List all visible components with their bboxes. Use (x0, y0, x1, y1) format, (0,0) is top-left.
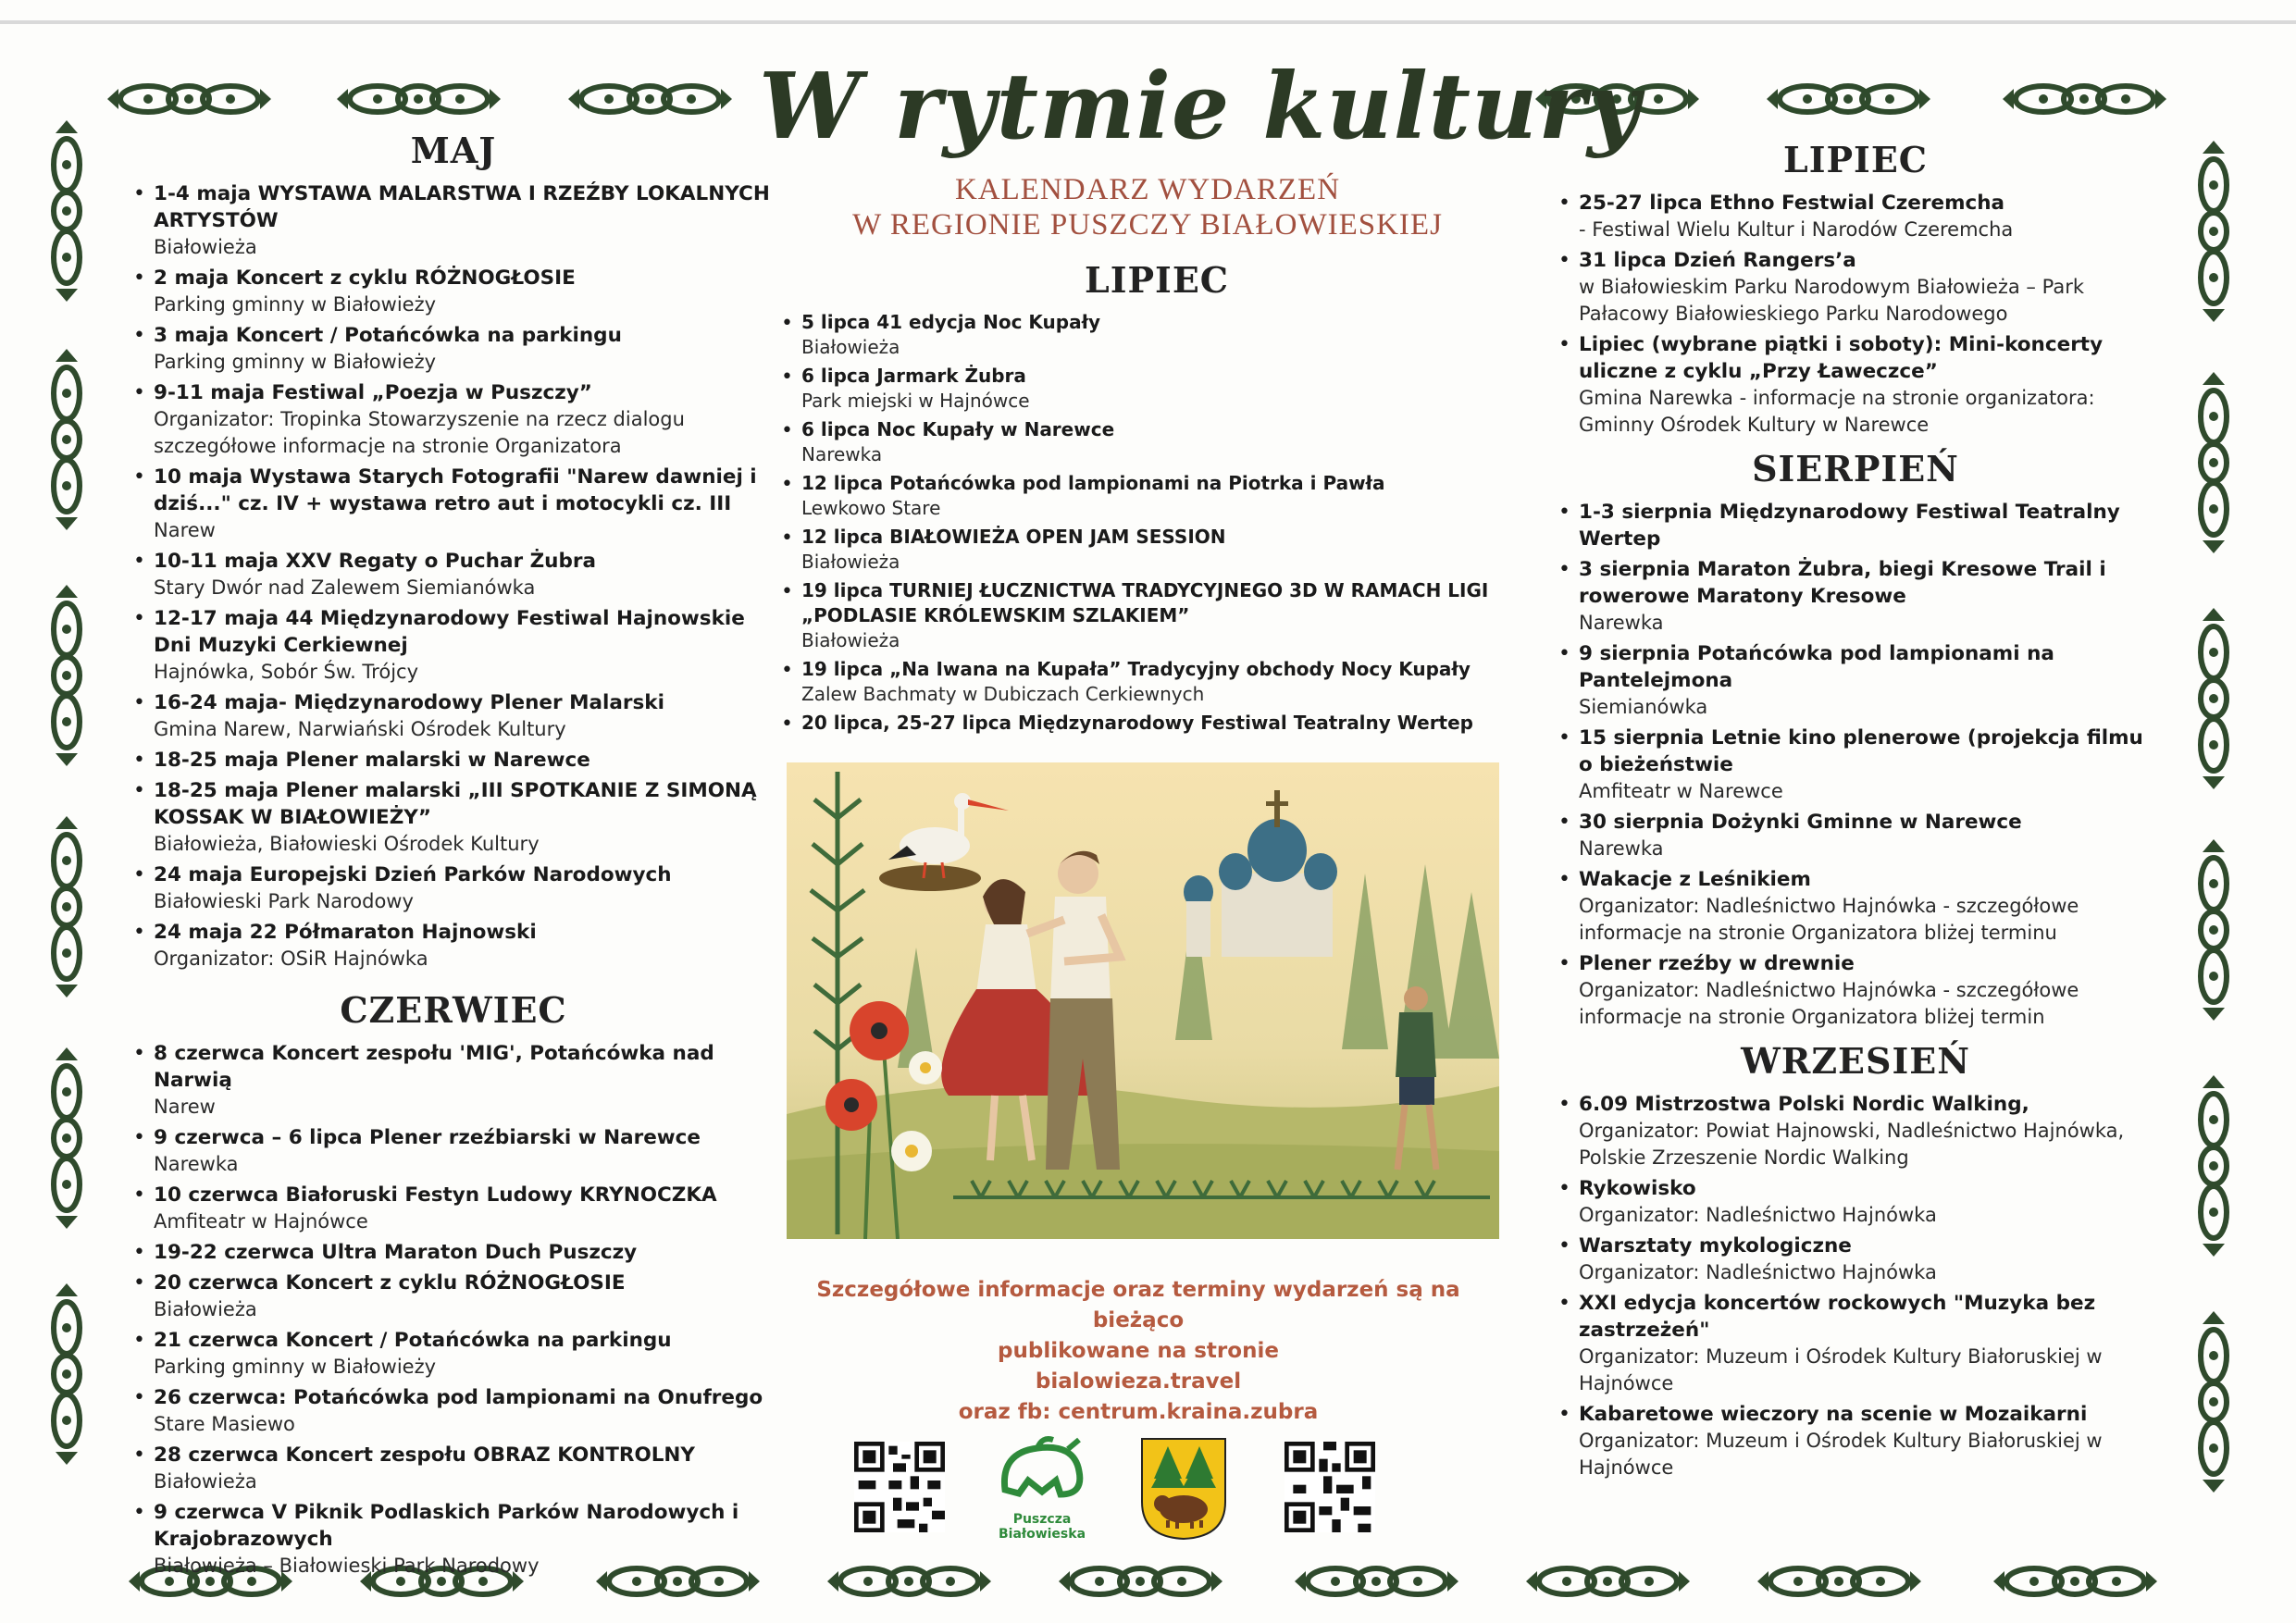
event-title: • 8 czerwca Koncert zespołu 'MIG', Potańcówka nad Narwią (154, 1042, 714, 1092)
ornament-border (48, 1046, 85, 1231)
event-title: • XXI edycja koncertów rockowych "Muzyka bez zastrzeżeń" (1579, 1292, 2096, 1342)
info-line: Szczegółowe informacje oraz terminy wydarzeń są na bieżąco (816, 1278, 1460, 1332)
event-title: • Wakacje z Leśnikiem (1579, 868, 1811, 891)
event-location: Narew (154, 1096, 216, 1118)
event-item (130, 777, 777, 858)
event-title: • 12-17 maja 44 Międzynarodowy Festiwal Hajnowskie Dni Muzyki Cerkiewnej (154, 607, 745, 657)
ornament-border (48, 814, 85, 999)
event-item (1555, 1175, 2156, 1229)
event-title: • Plener rzeźby w drewnie (1579, 952, 1855, 975)
event-item (130, 1499, 777, 1580)
qr-code-icon[interactable] (854, 1442, 945, 1532)
event-location: Parking gminny w Białowieży (154, 351, 437, 373)
event-title: • Kabaretowe wieczory na scenie w Mozaikarni (1579, 1403, 2088, 1426)
event-item (777, 578, 1536, 653)
event-title: • 16-24 maja- Międzynarodowy Plener Malarski (154, 691, 664, 714)
logo-text (987, 1512, 1098, 1542)
event-title: • 28 czerwca Koncert zespołu OBRAZ KONTROLNY (154, 1443, 695, 1467)
event-location: Gmina Narew, Narwiański Ośrodek Kultury (154, 718, 566, 740)
event-title: • 2 maja Koncert z cyklu RÓŻNOGŁOSIE (154, 266, 576, 290)
event-item (1555, 1091, 2156, 1171)
event-title: • 9-11 maja Festiwal „Poezja w Puszczy” (154, 381, 592, 404)
event-title: • 5 lipca 41 edycja Noc Kupały (801, 311, 1101, 333)
event-location: Parking gminny w Białowieży (154, 1356, 437, 1378)
event-item (130, 265, 777, 318)
event-location: Organizator: Nadleśnictwo Hajnówka - szczegółowe informacje na stronie Organizatora bliżej terminu (1579, 895, 2079, 944)
event-list-czerwiec (130, 1040, 777, 1580)
event-location: Stary Dwór nad Zalewem Siemianówka (154, 576, 536, 599)
event-item (130, 919, 777, 973)
event-title: • 30 sierpnia Dożynki Gminne w Narewce (1579, 811, 2022, 834)
event-item (130, 1239, 777, 1266)
info-note (768, 1275, 1508, 1428)
event-title: • 1-3 sierpnia Międzynarodowy Festiwal Teatralny Wertep (1579, 501, 2120, 551)
event-list-wrzesien (1555, 1091, 2156, 1481)
event-location: Stare Masiewo (154, 1413, 295, 1435)
subtitle-line: KALENDARZ WYDARZEŃ (954, 173, 1341, 206)
event-item (777, 364, 1536, 414)
event-item (1555, 866, 2156, 947)
event-item (130, 322, 777, 376)
month-heading-sierpien: SIERPIEŃ (1752, 448, 1959, 489)
event-location: - Festiwal Wielu Kultur i Narodów Czeremcha (1579, 218, 2014, 241)
ornament-border (2195, 606, 2232, 791)
folk-dance-illustration (787, 762, 1499, 1239)
event-item (130, 1327, 777, 1381)
event-item (777, 525, 1536, 575)
event-item (130, 861, 777, 915)
event-title: • 6 lipca Jarmark Żubra (801, 365, 1026, 387)
ornament-border (1763, 83, 1934, 115)
event-list-lipiec (777, 310, 1536, 736)
event-item (130, 464, 777, 544)
event-item (1555, 809, 2156, 862)
event-item (130, 1124, 777, 1178)
event-location: Zalew Bachmaty w Dubiczach Cerkiewnych (801, 683, 1205, 705)
event-location: Organizator: Muzeum i Ośrodek Kultury Białoruskiej w Hajnówce (1579, 1345, 2103, 1394)
ornament-border (48, 1282, 85, 1467)
event-location: Organizator: Nadleśnictwo Hajnówka - szczegółowe informacje na stronie Organizatora bliżej termin (1579, 979, 2079, 1028)
event-item (130, 379, 777, 460)
ornament-border (1522, 1566, 1694, 1597)
month-heading-czerwiec: CZERWIEC (340, 989, 567, 1031)
event-title: • 21 czerwca Koncert / Potańcówka na parkingu (154, 1329, 672, 1352)
scan-edge-line (0, 20, 2296, 24)
event-title: • 26 czerwca: Potańcówka pod lampionami na Onufrego (154, 1386, 763, 1409)
event-item (1555, 950, 2156, 1031)
event-title: • 1-4 maja WYSTAWA MALARSTWA I RZEŹBY LOKALNYCH ARTYSTÓW (154, 182, 770, 232)
event-title: • 10 maja Wystawa Starych Fotografii "Narew dawniej i dziś..." cz. IV + wystawa retro aut i motocykli cz. III (154, 465, 757, 515)
event-item (1555, 640, 2156, 721)
ornament-border (2195, 139, 2232, 324)
event-title: • 19 lipca TURNIEJ ŁUCZNICTWA TRADYCYJNEGO 3D W RAMACH LIGI „PODLASIE KRÓLEWSKIM SZLAKIEM” (801, 579, 1489, 626)
event-title: • 9 sierpnia Potańcówka pod lampionami na Pantelejmona (1579, 642, 2054, 692)
event-location: Białowieski Park Narodowy (154, 890, 414, 912)
event-location: Hajnówka, Sobór Św. Trójcy (154, 661, 419, 683)
event-location: Organizator: Nadleśnictwo Hajnówka (1579, 1261, 1937, 1283)
event-location: Białowieża (154, 1298, 257, 1320)
page-subtitle (796, 172, 1499, 242)
event-item (1555, 556, 2156, 637)
event-item (130, 1384, 777, 1438)
ornament-border (1055, 1566, 1226, 1597)
event-title: • 24 maja 22 Półmaraton Hajnowski (154, 921, 537, 944)
event-item (130, 605, 777, 686)
event-location: Amfiteatr w Narewce (1579, 780, 1783, 802)
event-title: • 19-22 czerwca Ultra Maraton Duch Puszczy (154, 1241, 638, 1264)
event-title: • 18-25 maja Plener malarski w Narewce (154, 749, 590, 772)
event-item (1555, 725, 2156, 805)
event-title: • Warsztaty mykologiczne (1579, 1234, 1852, 1258)
event-title: • 9 czerwca – 6 lipca Plener rzeźbiarski w Narewce (154, 1126, 701, 1149)
ornament-border (2195, 1073, 2232, 1258)
event-location: Narew (154, 519, 216, 541)
event-title: • 6 lipca Noc Kupały w Narewce (801, 418, 1115, 440)
event-location: Gmina Narewka - informacje na stronie organizatora: Gminny Ośrodek Kultury w Narewce (1579, 387, 2095, 436)
event-location: Białowieża (154, 236, 257, 258)
event-item (777, 471, 1536, 521)
event-item (130, 689, 777, 743)
ornament-border (48, 347, 85, 532)
ornament-border (104, 83, 275, 115)
event-location: Białowieża (801, 629, 900, 651)
event-location: Białowieża (154, 1470, 257, 1493)
event-location: Organizator: Muzeum i Ośrodek Kultury Białoruskiej w Hajnówce (1579, 1430, 2103, 1479)
month-heading-maj: MAJ (410, 130, 497, 171)
ornament-border (1291, 1566, 1462, 1597)
event-item (1555, 499, 2156, 552)
event-title: • 6.09 Mistrzostwa Polski Nordic Walking, (1579, 1093, 2029, 1116)
event-location: Siemianówka (1579, 696, 1708, 718)
event-item (1555, 1401, 2156, 1481)
ornament-border (2195, 370, 2232, 555)
event-title: • 31 lipca Dzień Rangers’a (1579, 249, 1856, 272)
logo-text-line: Białowieska (998, 1527, 1086, 1542)
ornament-border (1999, 83, 2170, 115)
info-line: publikowane na stronie (998, 1339, 1279, 1363)
facebook-link[interactable]: oraz fb: centrum.kraina.zubra (958, 1400, 1319, 1424)
event-title: • 10 czerwca Białoruski Festyn Ludowy KRYNOCZKA (154, 1183, 717, 1207)
event-title: • 3 sierpnia Maraton Żubra, biegi Kresowe Trail i rowerowe Maratony Kresowe (1579, 558, 2106, 608)
event-title: • 24 maja Europejski Dzień Parków Narodowych (154, 863, 672, 886)
event-location: Organizator: OSiR Hajnówka (154, 948, 428, 970)
event-location: Organizator: Tropinka Stowarzyszenie na rzecz dialogu szczegółowe informacje na stronie Organizatora (154, 408, 685, 457)
event-location: w Białowieskim Parku Narodowym Białowieża – Park Pałacowy Białowieskiego Parku Narodowego (1579, 276, 2084, 325)
event-location: Narewka (154, 1153, 239, 1175)
event-location: Białowieża (801, 551, 900, 573)
ornament-border (1990, 1566, 2161, 1597)
month-heading-lipiec-right: LIPIEC (1782, 139, 1929, 180)
event-title: • 9 czerwca V Piknik Podlaskich Parków Narodowych i Krajobrazowych (154, 1501, 739, 1551)
event-title: • 12 lipca Potańcówka pod lampionami na Piotrka i Pawła (801, 472, 1385, 494)
event-location: Narewka (801, 443, 883, 465)
event-item (130, 1270, 777, 1323)
event-location: Organizator: Nadleśnictwo Hajnówka (1579, 1204, 1937, 1226)
event-item (777, 657, 1536, 707)
ornament-border (2195, 1309, 2232, 1494)
puszcza-bialowieska-logo (987, 1434, 1098, 1545)
event-location: Białowieża – Białowieski Park Narodowy (154, 1555, 540, 1577)
ornament-border (565, 83, 736, 115)
logo-text-line: Puszcza (1012, 1512, 1072, 1527)
event-title: • 10-11 maja XXV Regaty o Puchar Żubra (154, 550, 596, 573)
month-heading-wrzesien: WRZESIEŃ (1741, 1040, 1970, 1082)
event-location: Narewka (1579, 837, 1664, 860)
event-location: Białowieża (801, 336, 900, 358)
event-title: • 3 maja Koncert / Potańcówka na parkingu (154, 324, 622, 347)
event-list-maj (130, 180, 777, 973)
event-title: • Rykowisko (1579, 1177, 1696, 1200)
ornament-border (824, 1566, 995, 1597)
event-item (130, 1182, 777, 1235)
event-location: Amfiteatr w Hajnówce (154, 1210, 368, 1233)
event-item (1555, 190, 2156, 243)
event-location: Parking gminny w Białowieży (154, 293, 437, 316)
event-item (777, 310, 1536, 360)
event-location: Białowieża, Białowieski Ośrodek Kultury (154, 833, 540, 855)
event-item (130, 1442, 777, 1495)
event-item (130, 1040, 777, 1121)
event-item (1555, 1233, 2156, 1286)
event-item (777, 711, 1536, 736)
ornament-border (1754, 1566, 1925, 1597)
event-list-sierpien (1555, 499, 2156, 1031)
event-title: • 19 lipca „Na Iwana na Kupała” Tradycyjny obchody Nocy Kupały (801, 658, 1471, 680)
event-item (130, 180, 777, 261)
event-item (1555, 1290, 2156, 1397)
event-location: Park miejski w Hajnówce (801, 390, 1030, 412)
event-title: • Lipiec (wybrane piątki i soboty): Mini-koncerty uliczne z cyklu „Przy Ławeczce” (1579, 333, 2104, 383)
coat-of-arms-icon (1140, 1437, 1227, 1541)
ornament-border (48, 118, 85, 304)
left-column (130, 130, 777, 1583)
event-title: • 15 sierpnia Letnie kino plenerowe (projekcja filmu o bieżeństwie (1579, 726, 2143, 776)
event-item (777, 417, 1536, 467)
event-location: Organizator: Powiat Hajnowski, Nadleśnictwo Hajnówka, Polskie Zrzeszenie Nordic Walking (1579, 1120, 2125, 1169)
event-item (130, 747, 777, 774)
page-title: W rytmie kultury (759, 54, 1641, 160)
event-title: • 20 lipca, 25-27 lipca Międzynarodowy Festiwal Teatralny Wertep (801, 712, 1473, 734)
ornament-border (2195, 837, 2232, 1022)
middle-column (777, 259, 1536, 739)
event-item (1555, 331, 2156, 439)
event-list-lipiec-right (1555, 190, 2156, 439)
event-title: • 12 lipca BIAŁOWIEŻA OPEN JAM SESSION (801, 526, 1226, 548)
event-location: Narewka (1579, 612, 1664, 634)
website-link[interactable]: bialowieza.travel (1035, 1369, 1242, 1394)
month-heading-lipiec: LIPIEC (1084, 259, 1230, 301)
event-location: Lewkowo Stare (801, 497, 941, 519)
ornament-border (48, 583, 85, 768)
event-title: • 18-25 maja Plener malarski „III SPOTKANIE Z SIMONĄ KOSSAK W BIAŁOWIEŻY” (154, 779, 757, 829)
event-item (1555, 247, 2156, 328)
subtitle-line: W REGIONIE PUSZCZY BIAŁOWIESKIEJ (852, 208, 1443, 242)
ornament-border (333, 83, 504, 115)
event-item (130, 548, 777, 601)
qr-code-icon[interactable] (1285, 1442, 1375, 1532)
event-title: • 25-27 lipca Ethno Festwial Czeremcha (1579, 192, 2005, 215)
right-column (1555, 139, 2156, 1485)
event-title: • 20 czerwca Koncert z cyklu RÓŻNOGŁOSIE (154, 1271, 626, 1295)
bison-logo-icon (987, 1434, 1098, 1508)
